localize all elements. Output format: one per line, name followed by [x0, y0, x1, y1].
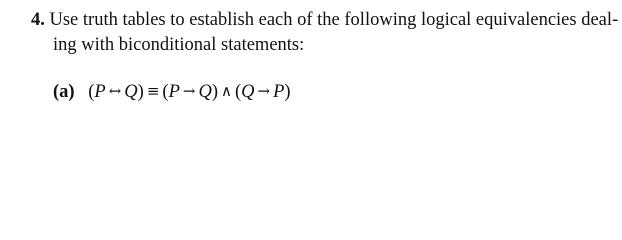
variable-p: P	[273, 82, 285, 102]
paren-open: (	[88, 82, 95, 102]
biconditional-symbol: ↔	[108, 82, 122, 100]
problem-line-2	[31, 33, 606, 58]
part-a-label: (a)	[53, 82, 75, 102]
and-symbol: ∧	[221, 82, 232, 100]
problem-statement	[31, 8, 619, 58]
implies-symbol: →	[257, 82, 271, 100]
problem-text-line-2: ing with biconditional statements:	[53, 35, 305, 55]
equivalence-symbol: ≡	[146, 82, 160, 100]
implies-symbol: →	[182, 82, 196, 100]
problem-number: 4.	[31, 10, 45, 30]
paren-close: )	[284, 82, 291, 102]
part-a-formula	[88, 82, 290, 102]
problem-line-1	[31, 8, 619, 33]
paren-close: )	[137, 82, 144, 102]
paren-close: )	[211, 82, 218, 102]
paren-open: (	[162, 82, 169, 102]
variable-q: Q	[241, 82, 255, 102]
variable-q: Q	[198, 82, 212, 102]
problem-text-line-1: Use truth tables to establish each of the following logical equivalencies deal-	[49, 10, 619, 30]
variable-q: Q	[124, 82, 138, 102]
variable-p: P	[168, 82, 180, 102]
part-a	[53, 80, 291, 104]
paren-open: (	[234, 82, 242, 102]
variable-p: P	[94, 82, 106, 102]
